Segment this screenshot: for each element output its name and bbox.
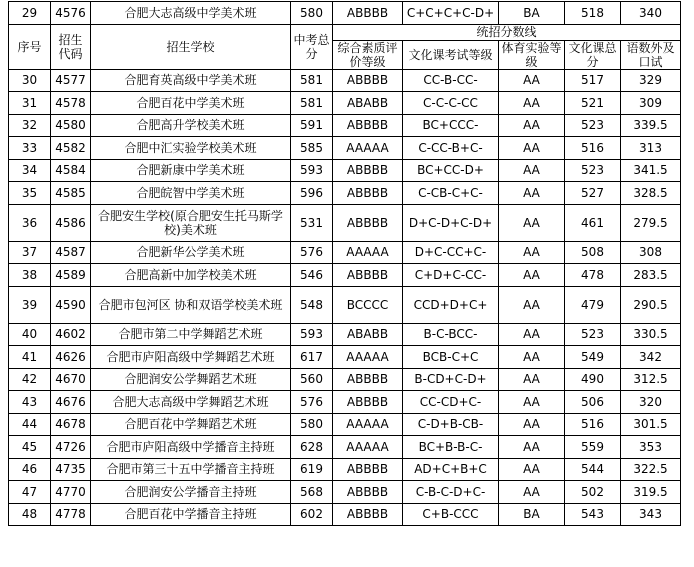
- culture-total-cell: 527: [565, 182, 621, 205]
- eval-cell: ABBBB: [333, 368, 403, 391]
- table-row: [9, 368, 681, 391]
- eval-cell: ABBBB: [333, 481, 403, 504]
- total-cell: 585: [291, 137, 333, 160]
- total-cell: 581: [291, 92, 333, 115]
- total-cell: 581: [291, 69, 333, 92]
- pe-cell: AA: [499, 346, 565, 369]
- total-cell: 596: [291, 182, 333, 205]
- culture-total-cell: 508: [565, 241, 621, 264]
- code-cell: 4576: [51, 2, 91, 25]
- seq-cell: 30: [9, 69, 51, 92]
- culture-cell: D+C-D+C-D+: [403, 204, 499, 241]
- eval-cell: ABBBB: [333, 264, 403, 287]
- eval-cell: ABBBB: [333, 114, 403, 137]
- pe-cell: AA: [499, 182, 565, 205]
- pe-cell: AA: [499, 413, 565, 436]
- eval-cell: ABBBB: [333, 204, 403, 241]
- seq-cell: 32: [9, 114, 51, 137]
- seq-cell: 36: [9, 204, 51, 241]
- culture-total-cell: 502: [565, 481, 621, 504]
- seq-cell: 35: [9, 182, 51, 205]
- culture-total-cell: 516: [565, 413, 621, 436]
- culture-total-cell: 543: [565, 503, 621, 526]
- total-cell: 560: [291, 368, 333, 391]
- total-cell: 576: [291, 241, 333, 264]
- table-row: [9, 2, 681, 25]
- total-cell: 591: [291, 114, 333, 137]
- seq-cell: 33: [9, 137, 51, 160]
- school-cell: 合肥百花中学播音主持班: [91, 503, 291, 526]
- culture-total-cell: 523: [565, 114, 621, 137]
- lang-cell: 283.5: [621, 264, 681, 287]
- table-row: [9, 241, 681, 264]
- eval-cell: AAAAA: [333, 346, 403, 369]
- total-cell: 593: [291, 159, 333, 182]
- table-row: [9, 69, 681, 92]
- pe-cell: AA: [499, 286, 565, 323]
- table-row: [9, 286, 681, 323]
- code-cell: 4586: [51, 204, 91, 241]
- culture-total-cell: 518: [565, 2, 621, 25]
- school-cell: 合肥中汇实验学校美术班: [91, 137, 291, 160]
- culture-cell: C-CB-C+C-: [403, 182, 499, 205]
- eval-cell: AAAAA: [333, 137, 403, 160]
- eval-cell: ABBBB: [333, 69, 403, 92]
- table-row: [9, 92, 681, 115]
- school-cell: 合肥新华公学美术班: [91, 241, 291, 264]
- lang-cell: 343: [621, 503, 681, 526]
- lang-cell: 320: [621, 391, 681, 414]
- seq-cell: 41: [9, 346, 51, 369]
- seq-cell: 46: [9, 458, 51, 481]
- header-culture: 文化课考试等级: [403, 40, 499, 69]
- eval-cell: ABBBB: [333, 2, 403, 25]
- culture-cell: CC-CD+C-: [403, 391, 499, 414]
- code-cell: 4602: [51, 323, 91, 346]
- total-cell: 548: [291, 286, 333, 323]
- culture-total-cell: 544: [565, 458, 621, 481]
- lang-cell: 290.5: [621, 286, 681, 323]
- table-row: [9, 159, 681, 182]
- code-cell: 4678: [51, 413, 91, 436]
- table-row: [9, 458, 681, 481]
- total-cell: 568: [291, 481, 333, 504]
- header-culture-total: 文化课总分: [565, 40, 621, 69]
- total-cell: 628: [291, 436, 333, 459]
- header-seq: 序号: [9, 24, 51, 69]
- table-row: [9, 503, 681, 526]
- culture-cell: BC+CC-D+: [403, 159, 499, 182]
- lang-cell: 328.5: [621, 182, 681, 205]
- school-cell: 合肥市庐阳高级中学舞蹈艺术班: [91, 346, 291, 369]
- school-cell: 合肥大志高级中学美术班: [91, 2, 291, 25]
- code-cell: 4778: [51, 503, 91, 526]
- seq-cell: 38: [9, 264, 51, 287]
- eval-cell: ABBBB: [333, 159, 403, 182]
- total-cell: 580: [291, 413, 333, 436]
- culture-cell: CCD+D+C+: [403, 286, 499, 323]
- culture-cell: B-C-BCC-: [403, 323, 499, 346]
- seq-cell: 34: [9, 159, 51, 182]
- code-cell: 4770: [51, 481, 91, 504]
- culture-cell: C+B-CCC: [403, 503, 499, 526]
- eval-cell: AAAAA: [333, 413, 403, 436]
- pe-cell: AA: [499, 204, 565, 241]
- lang-cell: 339.5: [621, 114, 681, 137]
- culture-cell: D+C-CC+C-: [403, 241, 499, 264]
- code-cell: 4735: [51, 458, 91, 481]
- table-row: [9, 413, 681, 436]
- code-cell: 4582: [51, 137, 91, 160]
- pe-cell: AA: [499, 114, 565, 137]
- admission-table: [8, 1, 681, 526]
- culture-total-cell: 521: [565, 92, 621, 115]
- code-cell: 4676: [51, 391, 91, 414]
- pe-cell: AA: [499, 241, 565, 264]
- eval-cell: ABBBB: [333, 182, 403, 205]
- pe-cell: AA: [499, 92, 565, 115]
- culture-total-cell: 506: [565, 391, 621, 414]
- pe-cell: AA: [499, 481, 565, 504]
- pe-cell: BA: [499, 2, 565, 25]
- header-total: 中考总分: [291, 24, 333, 69]
- eval-cell: ABBBB: [333, 391, 403, 414]
- lang-cell: 329: [621, 69, 681, 92]
- lang-cell: 308: [621, 241, 681, 264]
- school-cell: 合肥润安公学播音主持班: [91, 481, 291, 504]
- lang-cell: 279.5: [621, 204, 681, 241]
- culture-total-cell: 490: [565, 368, 621, 391]
- table-row: [9, 481, 681, 504]
- culture-cell: C+C+C+C-D+: [403, 2, 499, 25]
- eval-cell: ABBBB: [333, 458, 403, 481]
- header-lang: 语数外及口试: [621, 40, 681, 69]
- total-cell: 617: [291, 346, 333, 369]
- seq-cell: 37: [9, 241, 51, 264]
- code-cell: 4589: [51, 264, 91, 287]
- table-row: [9, 346, 681, 369]
- seq-cell: 43: [9, 391, 51, 414]
- culture-total-cell: 516: [565, 137, 621, 160]
- table-row: [9, 114, 681, 137]
- table-row: [9, 204, 681, 241]
- header-cutoff-group: 统招分数线: [333, 24, 681, 40]
- header-eval: 综合素质评价等级: [333, 40, 403, 69]
- lang-cell: 312.5: [621, 368, 681, 391]
- lang-cell: 341.5: [621, 159, 681, 182]
- school-cell: 合肥皖智中学美术班: [91, 182, 291, 205]
- total-cell: 576: [291, 391, 333, 414]
- seq-cell: 29: [9, 2, 51, 25]
- total-cell: 619: [291, 458, 333, 481]
- culture-cell: AD+C+B+C: [403, 458, 499, 481]
- eval-cell: AAAAA: [333, 436, 403, 459]
- table-row: [9, 391, 681, 414]
- culture-total-cell: 523: [565, 323, 621, 346]
- culture-total-cell: 523: [565, 159, 621, 182]
- school-cell: 合肥市第三十五中学播音主持班: [91, 458, 291, 481]
- lang-cell: 353: [621, 436, 681, 459]
- culture-total-cell: 479: [565, 286, 621, 323]
- eval-cell: ABBBB: [333, 503, 403, 526]
- culture-cell: BC+B-B-C-: [403, 436, 499, 459]
- culture-cell: C-C-C-CC: [403, 92, 499, 115]
- code-cell: 4577: [51, 69, 91, 92]
- culture-cell: C+D+C-CC-: [403, 264, 499, 287]
- lang-cell: 322.5: [621, 458, 681, 481]
- code-cell: 4585: [51, 182, 91, 205]
- school-cell: 合肥高新中加学校美术班: [91, 264, 291, 287]
- eval-cell: ABABB: [333, 92, 403, 115]
- lang-cell: 340: [621, 2, 681, 25]
- lang-cell: 301.5: [621, 413, 681, 436]
- culture-cell: C-B-C-D+C-: [403, 481, 499, 504]
- total-cell: 580: [291, 2, 333, 25]
- table-row: [9, 182, 681, 205]
- total-cell: 593: [291, 323, 333, 346]
- school-cell: 合肥安生学校(原合肥安生托马斯学校)美术班: [91, 204, 291, 241]
- eval-cell: BCCCC: [333, 286, 403, 323]
- seq-cell: 44: [9, 413, 51, 436]
- culture-cell: BC+CCC-: [403, 114, 499, 137]
- total-cell: 546: [291, 264, 333, 287]
- school-cell: 合肥市庐阳高级中学播音主持班: [91, 436, 291, 459]
- code-cell: 4584: [51, 159, 91, 182]
- lang-cell: 330.5: [621, 323, 681, 346]
- lang-cell: 342: [621, 346, 681, 369]
- school-cell: 合肥育英高级中学美术班: [91, 69, 291, 92]
- pe-cell: AA: [499, 368, 565, 391]
- school-cell: 合肥润安公学舞蹈艺术班: [91, 368, 291, 391]
- culture-cell: BCB-C+C: [403, 346, 499, 369]
- lang-cell: 319.5: [621, 481, 681, 504]
- seq-cell: 48: [9, 503, 51, 526]
- culture-total-cell: 559: [565, 436, 621, 459]
- code-cell: 4587: [51, 241, 91, 264]
- culture-cell: CC-B-CC-: [403, 69, 499, 92]
- seq-cell: 45: [9, 436, 51, 459]
- culture-cell: C-D+B-CB-: [403, 413, 499, 436]
- eval-cell: ABABB: [333, 323, 403, 346]
- header-row: [9, 24, 681, 40]
- culture-total-cell: 517: [565, 69, 621, 92]
- code-cell: 4578: [51, 92, 91, 115]
- seq-cell: 40: [9, 323, 51, 346]
- school-cell: 合肥新康中学美术班: [91, 159, 291, 182]
- pe-cell: BA: [499, 503, 565, 526]
- pe-cell: AA: [499, 137, 565, 160]
- pe-cell: AA: [499, 69, 565, 92]
- code-cell: 4726: [51, 436, 91, 459]
- school-cell: 合肥高升学校美术班: [91, 114, 291, 137]
- culture-cell: C-CC-B+C-: [403, 137, 499, 160]
- total-cell: 602: [291, 503, 333, 526]
- school-cell: 合肥百花中学美术班: [91, 92, 291, 115]
- school-cell: 合肥市包河区 协和双语学校美术班: [91, 286, 291, 323]
- pe-cell: AA: [499, 436, 565, 459]
- code-cell: 4590: [51, 286, 91, 323]
- pe-cell: AA: [499, 264, 565, 287]
- table-row: [9, 137, 681, 160]
- culture-total-cell: 549: [565, 346, 621, 369]
- code-cell: 4580: [51, 114, 91, 137]
- header-school: 招生学校: [91, 24, 291, 69]
- table-row: [9, 323, 681, 346]
- code-cell: 4626: [51, 346, 91, 369]
- total-cell: 531: [291, 204, 333, 241]
- pe-cell: AA: [499, 323, 565, 346]
- school-cell: 合肥市第二中学舞蹈艺术班: [91, 323, 291, 346]
- pe-cell: AA: [499, 391, 565, 414]
- seq-cell: 47: [9, 481, 51, 504]
- seq-cell: 42: [9, 368, 51, 391]
- pe-cell: AA: [499, 458, 565, 481]
- header-code: 招生代码: [51, 24, 91, 69]
- school-cell: 合肥大志高级中学舞蹈艺术班: [91, 391, 291, 414]
- eval-cell: AAAAA: [333, 241, 403, 264]
- header-pe: 体育实验等级: [499, 40, 565, 69]
- culture-total-cell: 478: [565, 264, 621, 287]
- seq-cell: 31: [9, 92, 51, 115]
- table-row: [9, 436, 681, 459]
- code-cell: 4670: [51, 368, 91, 391]
- culture-total-cell: 461: [565, 204, 621, 241]
- school-cell: 合肥百花中学舞蹈艺术班: [91, 413, 291, 436]
- culture-cell: B-CD+C-D+: [403, 368, 499, 391]
- seq-cell: 39: [9, 286, 51, 323]
- table-row: [9, 264, 681, 287]
- pe-cell: AA: [499, 159, 565, 182]
- lang-cell: 309: [621, 92, 681, 115]
- lang-cell: 313: [621, 137, 681, 160]
